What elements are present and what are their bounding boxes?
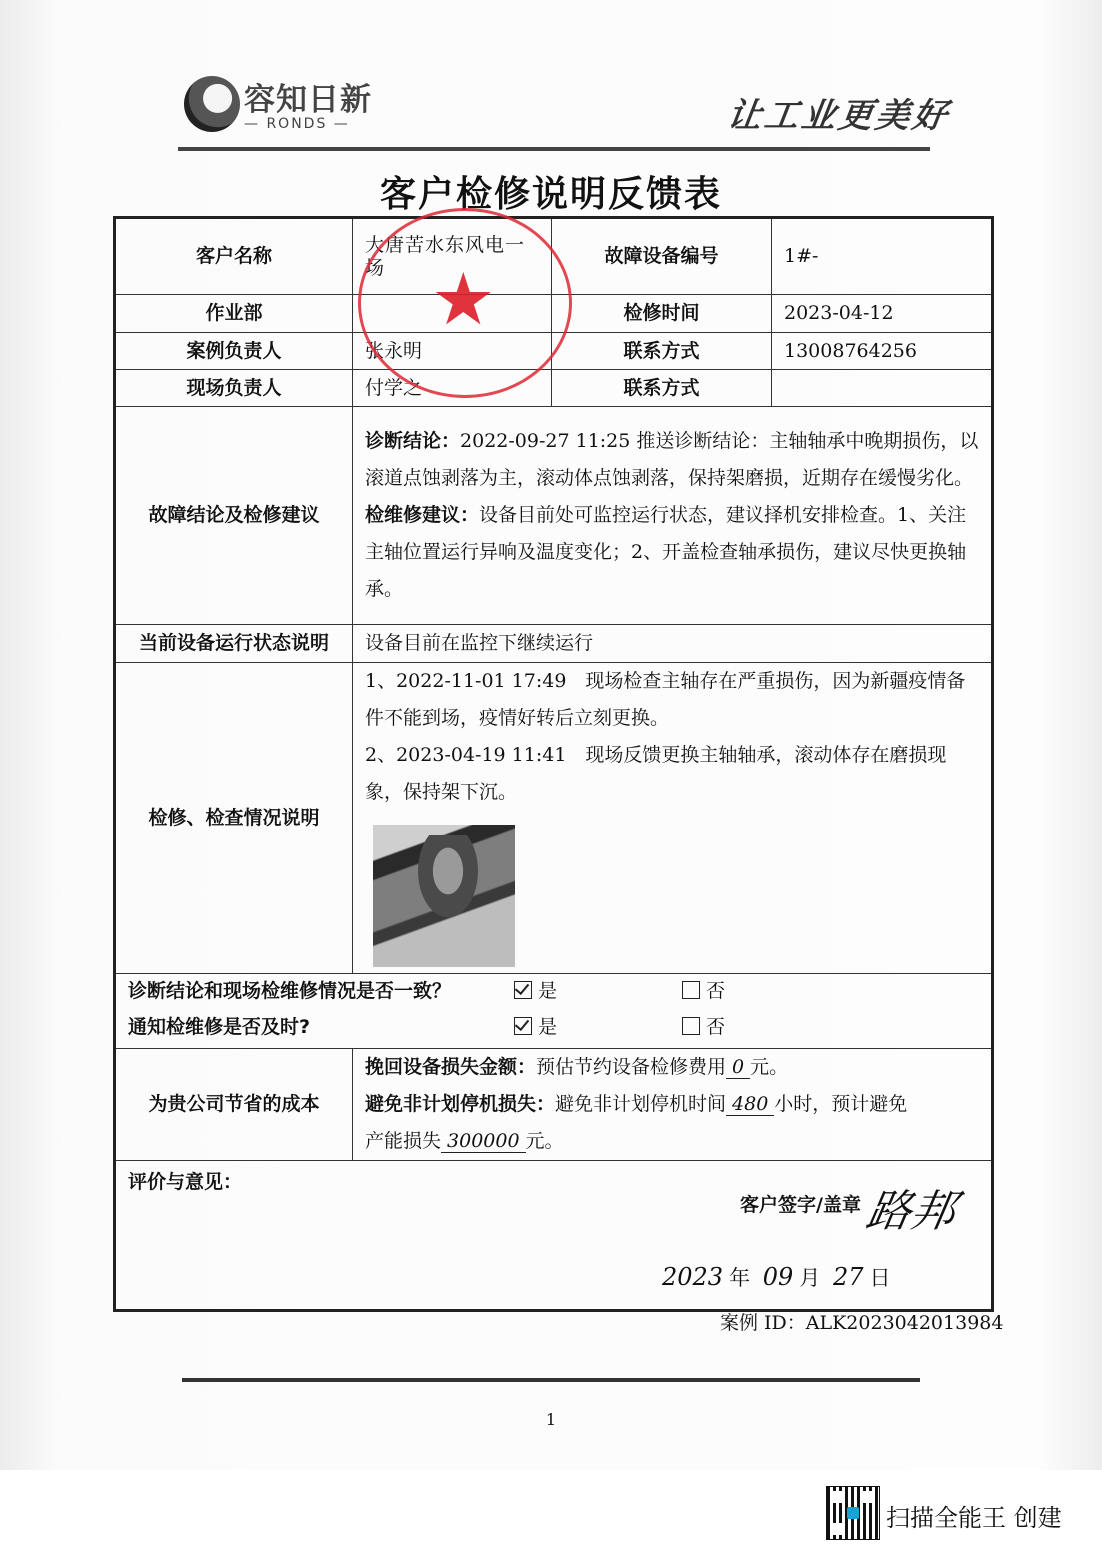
- consistent-no-option[interactable]: [682, 980, 725, 1003]
- stop-heading: 避免非计划停机损失：: [365, 1093, 556, 1115]
- diagnosis-heading: 诊断结论：: [365, 430, 461, 452]
- checkbox-checked-icon[interactable]: [514, 1017, 532, 1035]
- case-owner-value: 张永明: [353, 333, 552, 370]
- checkbox-icon[interactable]: [682, 981, 700, 999]
- table-row: [115, 333, 993, 370]
- inspection-label: 检修、检查情况说明: [115, 663, 353, 974]
- table-row: [115, 1049, 993, 1161]
- date-day: 27: [833, 1263, 864, 1291]
- table-row: [115, 625, 993, 663]
- date-month: 09: [762, 1263, 794, 1291]
- capacity-text: 产能损失: [365, 1130, 442, 1152]
- seal-star-icon: ★: [431, 257, 496, 341]
- table-row: [115, 663, 993, 974]
- qr-code-icon: [826, 1486, 880, 1540]
- case-id: 案例 ID：ALK2023042013984: [720, 1312, 1004, 1334]
- department-value: [353, 295, 552, 333]
- logo-chinese-name: 容知日新: [244, 82, 372, 118]
- day-unit: 日: [869, 1266, 891, 1290]
- site-owner-label: 现场负责人: [115, 370, 353, 407]
- confirmation-cell: [115, 974, 993, 1049]
- photo-damage-area: [413, 835, 483, 925]
- customer-name-value: 大唐苦水东风电一场: [353, 218, 552, 295]
- capacity-amount: 300000: [441, 1130, 526, 1153]
- feedback-form-table: [113, 216, 994, 1312]
- header-divider: [178, 147, 930, 151]
- stop-hours: 480: [726, 1093, 774, 1116]
- question-timely: 通知检维修是否及时?: [128, 1016, 311, 1038]
- contact-label-2: 联系方式: [552, 370, 772, 407]
- diagnosis-paragraph: [365, 423, 979, 497]
- customer-signature: 路邦: [862, 1186, 960, 1237]
- question-consistent: 诊断结论和现场检维修情况是否一致？: [128, 980, 452, 1002]
- repair-time-value: 2023-04-12: [772, 295, 993, 333]
- department-label: 作业部: [115, 295, 353, 333]
- site-owner-value: 付学之: [353, 370, 552, 407]
- bearing-damage-photo: [373, 825, 515, 967]
- customer-name-label: 客户名称: [115, 218, 353, 295]
- loss-text: 预估节约设备检修费用: [536, 1056, 727, 1078]
- repair-time-label: 检修时间: [552, 295, 772, 333]
- date-year: 2023: [662, 1263, 724, 1291]
- status-value: 设备目前在监控下继续运行: [353, 625, 993, 663]
- inspection-item-1: 1、2022-11-01 17:49 现场检查主轴存在严重损伤，因为新疆疫情备件不能到场，疫情好转后立刻更换。: [365, 670, 966, 729]
- timely-yes-option[interactable]: [514, 1016, 557, 1039]
- loss-heading: 挽回设备损失金额：: [365, 1056, 537, 1078]
- evaluation-label: 评价与意见：: [128, 1171, 243, 1193]
- form-title: 客户检修说明反馈表: [379, 174, 722, 215]
- footer-divider: [182, 1378, 920, 1382]
- checkbox-checked-icon[interactable]: [514, 981, 532, 999]
- qr-logo-icon: [847, 1507, 859, 1519]
- table-row: [115, 407, 993, 625]
- logo-english-name: — RONDS —: [244, 116, 350, 132]
- month-unit: 月: [799, 1266, 821, 1290]
- savings-label: 为贵公司节省的成本: [115, 1049, 353, 1161]
- status-label: 当前设备运行状态说明: [115, 625, 353, 663]
- stop-text-b: 小时，预计避免: [774, 1093, 908, 1115]
- sign-date: [656, 1262, 891, 1292]
- table-row: [115, 370, 993, 407]
- table-row: [115, 295, 993, 333]
- table-row: [115, 218, 993, 295]
- advice-text: 设备目前处可监控运行状态，建议择机安排检查。1、关注主轴位置运行异响及温度变化；2、开盖检查轴承损伤，建议尽快更换轴承。: [365, 504, 967, 600]
- loss-amount: 0: [726, 1056, 750, 1079]
- device-number-label: 故障设备编号: [552, 218, 772, 295]
- loss-line: [365, 1049, 979, 1086]
- no-label: 否: [706, 980, 726, 1002]
- slogan: 让工业更美好: [724, 96, 953, 136]
- page-number: 1: [545, 1410, 557, 1429]
- yes-label: 是: [538, 980, 558, 1002]
- consistent-yes-option[interactable]: [514, 980, 557, 1003]
- advice-paragraph: [365, 497, 979, 608]
- diagnosis-text: 2022-09-27 11:25 推送诊断结论：主轴轴承中晚期损伤，以滚道点蚀剥落为主，滚动体点蚀剥落，保持架磨损，近期存在缓慢劣化。: [365, 430, 979, 489]
- yes-label: 是: [538, 1016, 558, 1038]
- case-owner-label: 案例负责人: [115, 333, 353, 370]
- contact-label-1: 联系方式: [552, 333, 772, 370]
- company-logo: [180, 72, 390, 138]
- customer-signature-label: 客户签字/盖章: [740, 1194, 861, 1216]
- loss-unit: 元。: [750, 1056, 789, 1078]
- fault-section-label: 故障结论及检修建议: [115, 407, 353, 625]
- scanner-text: 扫描全能王 创建: [886, 1504, 1062, 1532]
- contact-value-1: 13008764256: [772, 333, 993, 370]
- fault-section-content: [353, 407, 993, 625]
- stop-text: 避免非计划停机时间: [555, 1093, 727, 1115]
- contact-value-2: [772, 370, 993, 407]
- logo-swirl-icon: [184, 76, 240, 132]
- year-unit: 年: [729, 1266, 751, 1290]
- capacity-line: [365, 1123, 979, 1160]
- table-row: [115, 974, 993, 1049]
- stop-line: [365, 1086, 979, 1123]
- no-label: 否: [706, 1016, 726, 1038]
- savings-content: [353, 1049, 993, 1161]
- inspection-content: [353, 663, 993, 974]
- capacity-unit: 元。: [525, 1130, 564, 1152]
- timely-no-option[interactable]: [682, 1016, 725, 1039]
- advice-heading: 检维修建议：: [365, 504, 480, 526]
- inspection-item-2: 2、2023-04-19 11:41 现场反馈更换主轴轴承，滚动体存在磨损现象，保持架下沉。: [365, 744, 947, 803]
- checkbox-icon[interactable]: [682, 1017, 700, 1035]
- device-number-value: 1#-: [772, 218, 993, 295]
